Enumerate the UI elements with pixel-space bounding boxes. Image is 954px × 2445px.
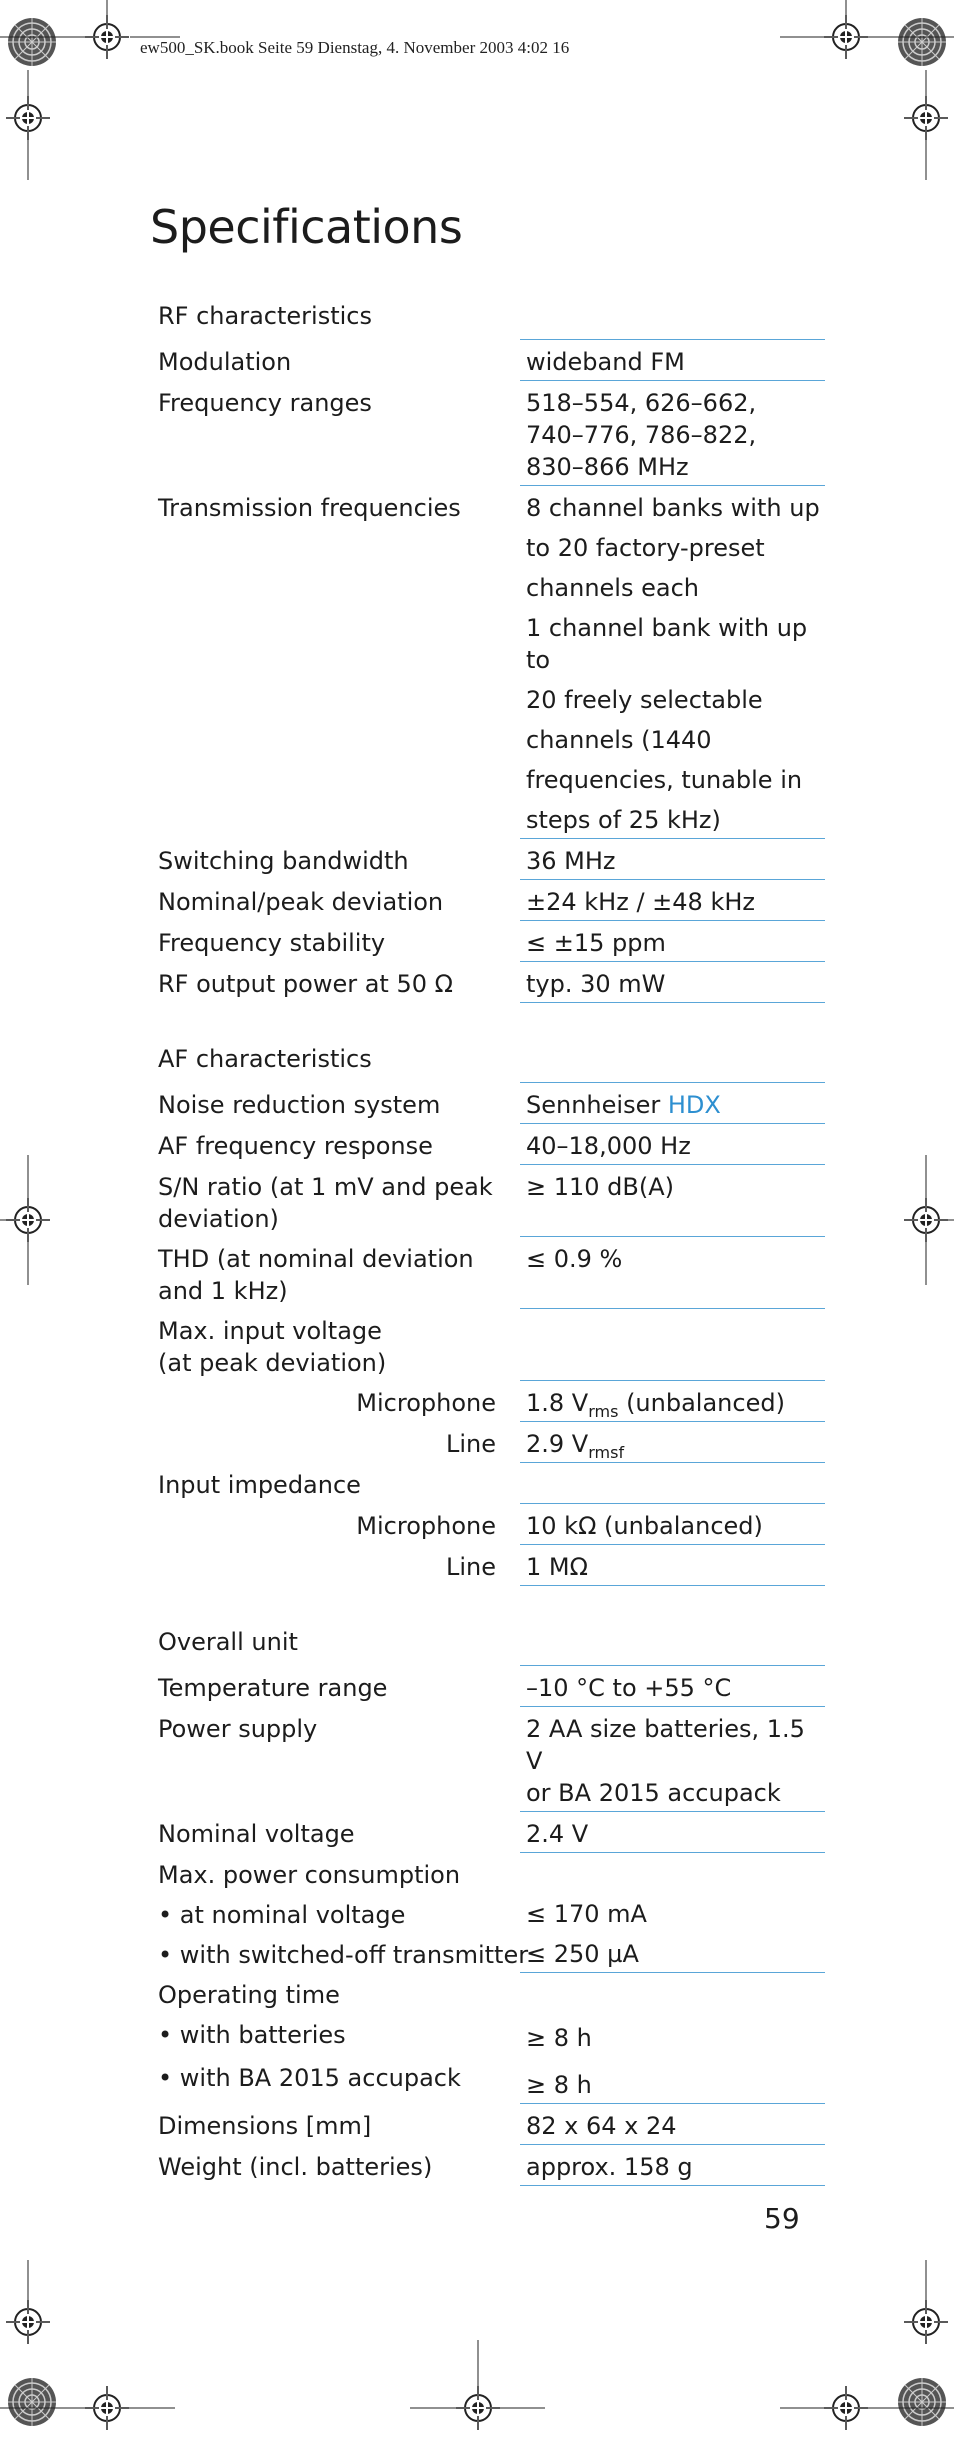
spec-label: • with batteries bbox=[158, 2021, 346, 2049]
spec-value-text: Sennheiser bbox=[526, 1091, 661, 1119]
spec-row-dimensions bbox=[158, 2104, 825, 2145]
spec-value: 82 x 64 x 24 bbox=[520, 2103, 825, 2145]
spec-label: Input impedance bbox=[158, 1471, 361, 1499]
spec-value bbox=[520, 1421, 825, 1463]
spec-value-line: channels (1440 bbox=[526, 726, 712, 754]
spec-row-thd bbox=[158, 1237, 825, 1309]
spec-value-block bbox=[526, 612, 825, 836]
spec-row-frequency-stability bbox=[158, 921, 825, 962]
spec-value-text: 2.9 V bbox=[526, 1430, 589, 1458]
spec-row-switching-bandwidth bbox=[158, 839, 825, 880]
spec-label: Line bbox=[445, 1553, 496, 1581]
spec-row-af-frequency-response bbox=[158, 1124, 825, 1165]
spec-label bbox=[158, 1237, 520, 1309]
spec-value-line: channels each bbox=[526, 574, 699, 602]
spec-row-rf-output-power bbox=[158, 962, 825, 1003]
spec-label: Microphone bbox=[356, 1512, 496, 1540]
spec-label: RF output power at 50 Ω bbox=[158, 970, 453, 998]
spec-value bbox=[520, 485, 825, 839]
spec-label: AF frequency response bbox=[158, 1132, 433, 1160]
af-section bbox=[158, 1043, 825, 1586]
spec-label: Noise reduction system bbox=[158, 1091, 441, 1119]
page-number: 59 bbox=[764, 2202, 800, 2235]
rf-section bbox=[158, 300, 825, 1003]
spec-value-text: (unbalanced) bbox=[618, 1389, 785, 1417]
spec-value bbox=[520, 1706, 825, 1812]
spec-value-line: or BA 2015 accupack bbox=[526, 1779, 781, 1807]
spec-row-mic-impedance bbox=[158, 1504, 825, 1545]
spec-label-line: THD (at nominal deviation bbox=[158, 1245, 474, 1273]
rf-heading: RF characteristics bbox=[158, 302, 372, 330]
spec-value-line: 8 channel banks with up bbox=[526, 494, 820, 522]
spec-label-line: Max. input voltage bbox=[158, 1317, 382, 1345]
page-title: Specifications bbox=[150, 200, 463, 254]
spec-value bbox=[520, 380, 825, 486]
spec-value: ≥ 8 h bbox=[526, 2024, 592, 2052]
spec-row-input-impedance bbox=[158, 1463, 825, 1504]
spec-value-line: 1 channel bank with up to bbox=[526, 614, 808, 674]
spec-label: Transmission frequencies bbox=[158, 494, 461, 522]
spec-label: Microphone bbox=[356, 1389, 496, 1417]
spec-label-line: (at peak deviation) bbox=[158, 1349, 387, 1377]
spec-value: ≤ 250 µA bbox=[520, 1932, 825, 1973]
spec-value-line: 518–554, 626–662, bbox=[526, 389, 757, 417]
spec-value: ≤ ±15 ppm bbox=[520, 920, 825, 962]
overall-heading: Overall unit bbox=[158, 1628, 298, 1656]
spec-value-block bbox=[526, 492, 825, 604]
spec-label: Operating time bbox=[158, 1981, 340, 2009]
specifications-table bbox=[158, 300, 825, 2226]
spec-label: Weight (incl. batteries) bbox=[158, 2153, 433, 2181]
spec-label bbox=[158, 1165, 520, 1237]
print-header: ew500_SK.book Seite 59 Dienstag, 4. November 2003 4:02 16 bbox=[140, 38, 570, 57]
spec-value-text: 1.8 V bbox=[526, 1389, 589, 1417]
spec-row-max-input-voltage bbox=[158, 1309, 825, 1381]
spec-label-line: deviation) bbox=[158, 1205, 279, 1233]
spec-value-empty bbox=[520, 1462, 825, 1504]
spec-row-max-power bbox=[158, 1853, 825, 1893]
spec-value-line: steps of 25 kHz) bbox=[526, 806, 721, 834]
spec-value: 2.4 V bbox=[520, 1811, 825, 1853]
spec-value: ±24 kHz / ±48 kHz bbox=[520, 879, 825, 921]
spec-row-frequency-ranges bbox=[158, 381, 825, 486]
spec-value: ≤ 0.9 % bbox=[520, 1236, 825, 1309]
spec-row-at-nominal bbox=[158, 1893, 825, 1933]
spec-label: Dimensions [mm] bbox=[158, 2112, 372, 2140]
spec-row-weight bbox=[158, 2145, 825, 2186]
spec-value-line: 20 freely selectable bbox=[526, 686, 763, 714]
spec-value: ≥ 8 h bbox=[520, 2055, 825, 2104]
spec-row-with-batteries bbox=[158, 2013, 825, 2056]
spec-row-line-voltage bbox=[158, 1422, 825, 1463]
spec-value-subscript: rmsf bbox=[588, 1442, 625, 1462]
spec-row-transmission-frequencies bbox=[158, 486, 825, 839]
spec-value bbox=[520, 1380, 825, 1422]
spec-value-empty bbox=[520, 1852, 825, 1893]
spec-value: –10 °C to +55 °C bbox=[520, 1665, 825, 1707]
spec-label bbox=[158, 1309, 520, 1381]
spec-row-sn-ratio bbox=[158, 1165, 825, 1237]
spec-label: Line bbox=[445, 1430, 496, 1458]
spec-value: approx. 158 g bbox=[520, 2144, 825, 2186]
spec-label-line: S/N ratio (at 1 mV and peak bbox=[158, 1173, 493, 1201]
spec-label: • at nominal voltage bbox=[158, 1901, 406, 1929]
spec-value-empty bbox=[520, 1308, 825, 1381]
spec-value-subscript: rms bbox=[588, 1401, 619, 1421]
spec-row-deviation bbox=[158, 880, 825, 921]
spec-label: Temperature range bbox=[158, 1674, 388, 1702]
spec-value-line: 830–866 MHz bbox=[526, 453, 689, 481]
spec-label: Nominal/peak deviation bbox=[158, 888, 444, 916]
spec-label: Frequency stability bbox=[158, 929, 386, 957]
spec-row-power-supply bbox=[158, 1707, 825, 1812]
hdx-accent-text: HDX bbox=[667, 1091, 721, 1119]
overall-section bbox=[158, 1626, 825, 2186]
spec-row-line-impedance bbox=[158, 1545, 825, 1586]
spec-value bbox=[520, 1082, 825, 1124]
spec-label: • with BA 2015 accupack bbox=[158, 2064, 461, 2092]
spec-row-switched-off bbox=[158, 1933, 825, 1973]
spec-row-nominal-voltage bbox=[158, 1812, 825, 1853]
spec-label: Modulation bbox=[158, 348, 292, 376]
spec-row-temperature bbox=[158, 1666, 825, 1707]
spec-label: Power supply bbox=[158, 1715, 318, 1743]
spec-value: 40–18,000 Hz bbox=[520, 1123, 825, 1165]
spec-value: 1 MΩ bbox=[520, 1544, 825, 1586]
spec-value-empty bbox=[520, 1972, 825, 2013]
spec-value: ≤ 170 mA bbox=[526, 1900, 647, 1928]
spec-label: Switching bandwidth bbox=[158, 847, 409, 875]
spec-value: wideband FM bbox=[520, 339, 825, 381]
spec-label-line: and 1 kHz) bbox=[158, 1277, 288, 1305]
spec-value-line: 2 AA size batteries, 1.5 V bbox=[526, 1715, 805, 1775]
spec-row-modulation bbox=[158, 340, 825, 381]
spec-label: Max. power consumption bbox=[158, 1861, 461, 1889]
spec-row-noise-reduction bbox=[158, 1083, 825, 1124]
spec-row-operating-time bbox=[158, 1973, 825, 2013]
spec-value: 36 MHz bbox=[520, 838, 825, 880]
spec-label: Frequency ranges bbox=[158, 389, 372, 417]
spec-row-with-accupack bbox=[158, 2056, 825, 2104]
spec-label: • with switched-off transmitter bbox=[158, 1941, 529, 1969]
spec-value-line: 740–776, 786–822, bbox=[526, 421, 757, 449]
af-heading: AF characteristics bbox=[158, 1045, 372, 1073]
spec-value: ≥ 110 dB(A) bbox=[520, 1164, 825, 1237]
spec-value: typ. 30 mW bbox=[520, 961, 825, 1003]
spec-row-mic-voltage bbox=[158, 1381, 825, 1422]
spec-value-line: frequencies, tunable in bbox=[526, 766, 803, 794]
spec-label: Nominal voltage bbox=[158, 1820, 355, 1848]
spec-value: 10 kΩ (unbalanced) bbox=[520, 1503, 825, 1545]
spec-value-line: to 20 factory-preset bbox=[526, 534, 765, 562]
